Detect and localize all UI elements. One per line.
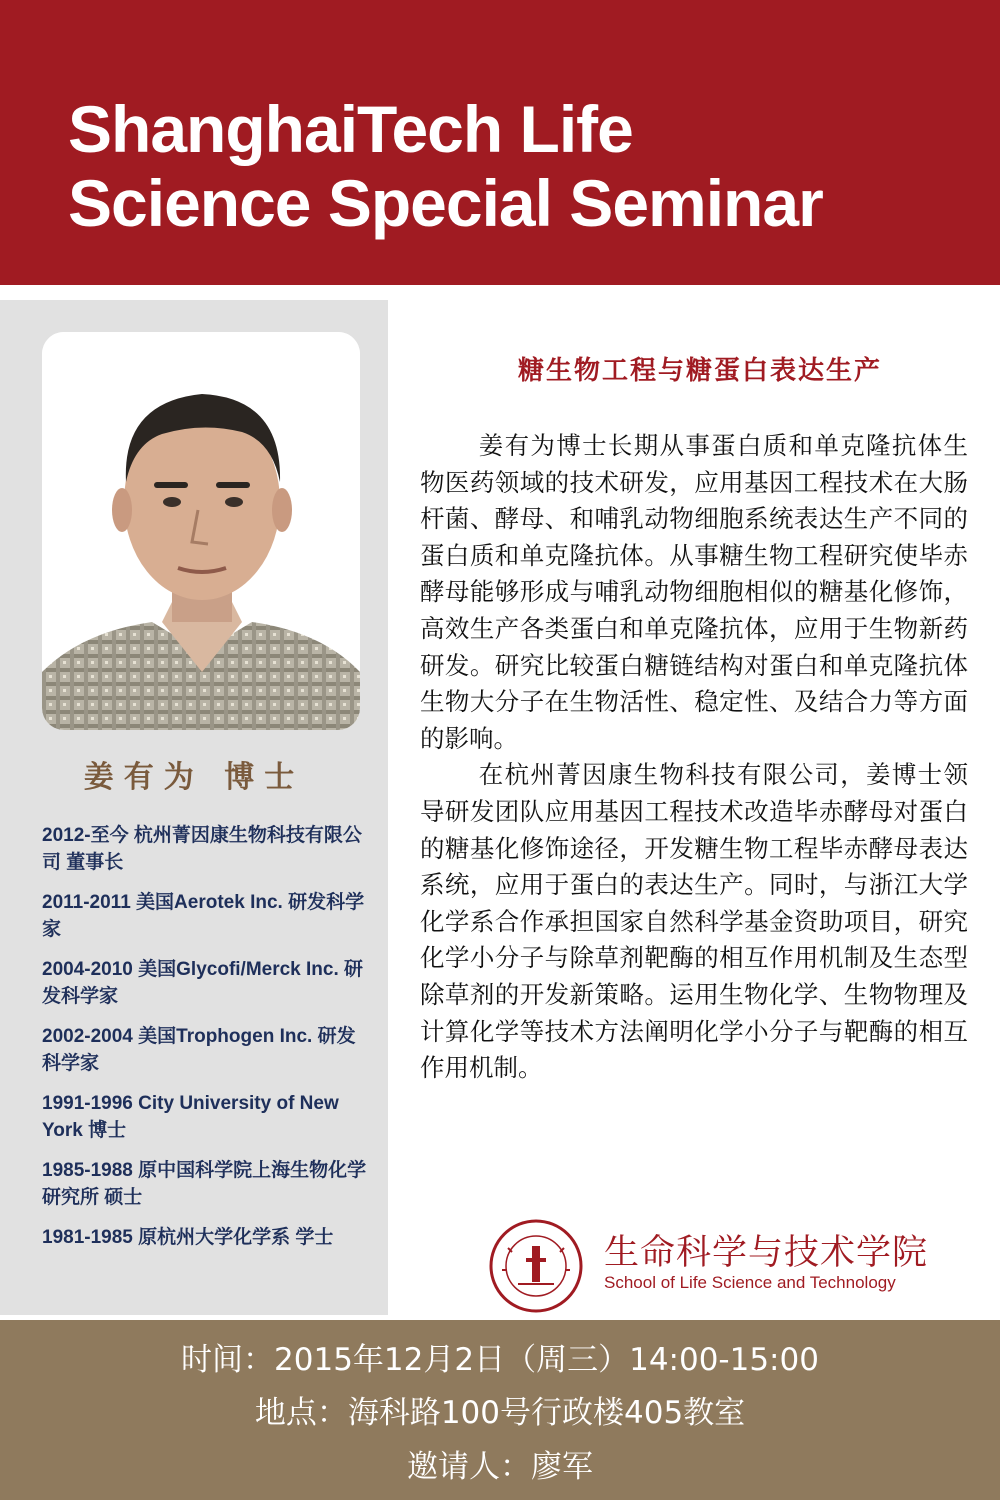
seminar-title-line1: ShanghaiTech Life bbox=[68, 92, 633, 166]
school-name-en: School of Life Science and Technology bbox=[604, 1273, 896, 1292]
event-host: 邀请人：廖军 bbox=[407, 1449, 593, 1485]
cv-item: 1985-1988 原中国科学院上海生物化学研究所 硕士 bbox=[42, 1160, 367, 1208]
event-time: 时间：2015年12月2日（周三）14:00-15:00 bbox=[181, 1342, 819, 1378]
talk-title: 糖生物工程与糖蛋白表达生产 bbox=[517, 356, 882, 386]
event-location: 地点：海科路100号行政楼405教室 bbox=[254, 1395, 746, 1431]
event-info-footer bbox=[0, 1320, 1000, 1500]
cv-item: 2004-2010 美国Glycofi/Merck Inc. 研发科学家 bbox=[42, 959, 364, 1007]
speaker-cv bbox=[42, 822, 372, 1264]
talk-abstract bbox=[420, 428, 968, 1087]
header-banner bbox=[0, 0, 1000, 285]
speaker-name: 姜有为 博士 bbox=[83, 760, 305, 795]
cv-item: 2011-2011 美国Aerotek Inc. 研发科学家 bbox=[42, 892, 365, 940]
abstract-paragraph: 在杭州菁因康生物科技有限公司，姜博士领导研发团队应用基因工程技术改造毕赤酵母对蛋白的糖基化修饰途径，开发糖生物工程毕赤酵母表达系统，应用于蛋白的表达生产。同时，与浙江大学化学系合作承担国家自然科学基金资助项目，研究化学小分子与除草剂靶酶的相互作用机制及生态型除草剂的开发新策略。运用生物化学、生物物理及计算化学等技术方法阐明化学小分子与靶酶的相互作用机制。 bbox=[420, 760, 968, 1083]
school-name-cn: 生命科学与技术学院 bbox=[604, 1233, 929, 1273]
cv-item: 1981-1985 原杭州大学化学系 学士 bbox=[42, 1227, 334, 1248]
abstract-paragraph: 姜有为博士长期从事蛋白质和单克隆抗体生物医药领域的技术研发，应用基因工程技术在大肠杆菌、酵母、和哺乳动物细胞系统表达生产不同的蛋白质和单克隆抗体。从事糖生物工程研究使毕赤酵母能够形成与哺乳动物细胞相似的糖基化修饰，高效生产各类蛋白和单克隆抗体，应用于生物新药研发。研究比较蛋白糖链结构对蛋白和单克隆抗体生物大分子在生物活性、稳定性、及结合力等方面的影响。 bbox=[420, 431, 968, 753]
university-seal-icon bbox=[488, 1218, 584, 1314]
speaker-photo bbox=[42, 332, 360, 730]
speaker-panel bbox=[0, 300, 388, 1315]
cv-item: 2002-2004 美国Trophogen Inc. 研发科学家 bbox=[42, 1026, 356, 1074]
cv-item: 1991-1996 City University of New York 博士 bbox=[42, 1093, 339, 1141]
seminar-title bbox=[68, 92, 823, 240]
cv-item: 2012-至今 杭州菁因康生物科技有限公司 董事长 bbox=[42, 825, 362, 873]
seminar-title-line2: Science Special Seminar bbox=[68, 166, 823, 240]
